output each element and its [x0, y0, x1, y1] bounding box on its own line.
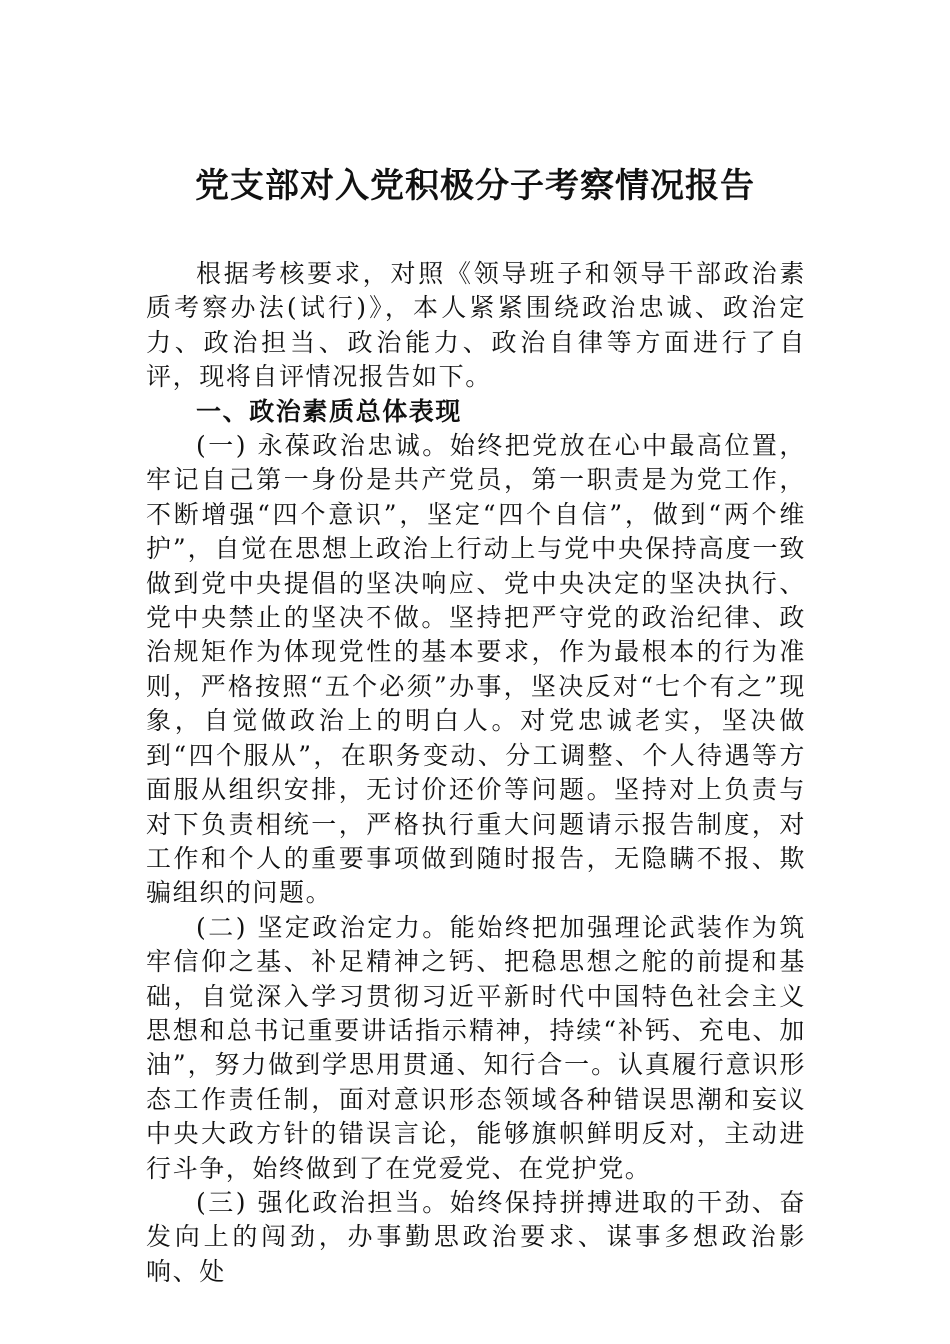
paragraph-political-loyalty: (一) 永葆政治忠诚。始终把党放在心中最高位置，牢记自己第一身份是共产党员，第一职责是为党工作，不断增强“四个意识”，坚定“四个自信”，做到“两个维护”，自觉在思想上政治上行动上与党中央保持高度一致做到党中央提倡的坚决响应、党中央决定的坚决执行、党中央禁止的坚决不做。坚持把严守党的政治纪律、政治规矩作为体现党性的基本要求，作为最根本的行为准则，严格按照“五个必须”办事，坚决反对“七个有之”现象，自觉做政治上的明白人。对党忠诚老实，坚决做到“四个服从”，在职务变动、分工调整、个人待遇等方面服从组织安排，无讨价还价等问题。坚持对上负责与对下负责相统一，严格执行重大问题请示报告制度，对工作和个人的重要事项做到随时报告，无隐瞒不报、欺骗组织的问题。 — [146, 431, 806, 908]
section-heading: 一、政治素质总体表现 — [196, 396, 463, 426]
paragraph-political-responsibility: (三) 强化政治担当。始终保持拼搏进取的干劲、奋发向上的闯劲，办事勤思政治要求、谋事多想政治影响、处 — [146, 1187, 806, 1286]
intro-paragraph: 根据考核要求，对照《领导班子和领导干部政治素质考察办法(试行)》，本人紧紧围绕政治忠诚、政治定力、政治担当、政治能力、政治自律等方面进行了自评，现将自评情况报告如下。 — [146, 259, 806, 392]
paragraph-political-resolve: (二) 坚定政治定力。能始终把加强理论武装作为筑牢信仰之基、补足精神之钙、把稳思想之舵的前提和基础，自觉深入学习贯彻习近平新时代中国特色社会主义思想和总书记重要讲话指示精神，持续“补钙、充电、加油”，努力做到学思用贯通、知行合一。认真履行意识形态工作责任制，面对意识形态领域各种错误思潮和妄议中央大政方针的错误言论，能够旗帜鲜明反对，主动进行斗争，始终做到了在党爱党、在党护党。 — [146, 912, 806, 1183]
document-title: 党支部对入党积极分子考察情况报告 — [195, 166, 755, 206]
document-body — [146, 257, 806, 1289]
